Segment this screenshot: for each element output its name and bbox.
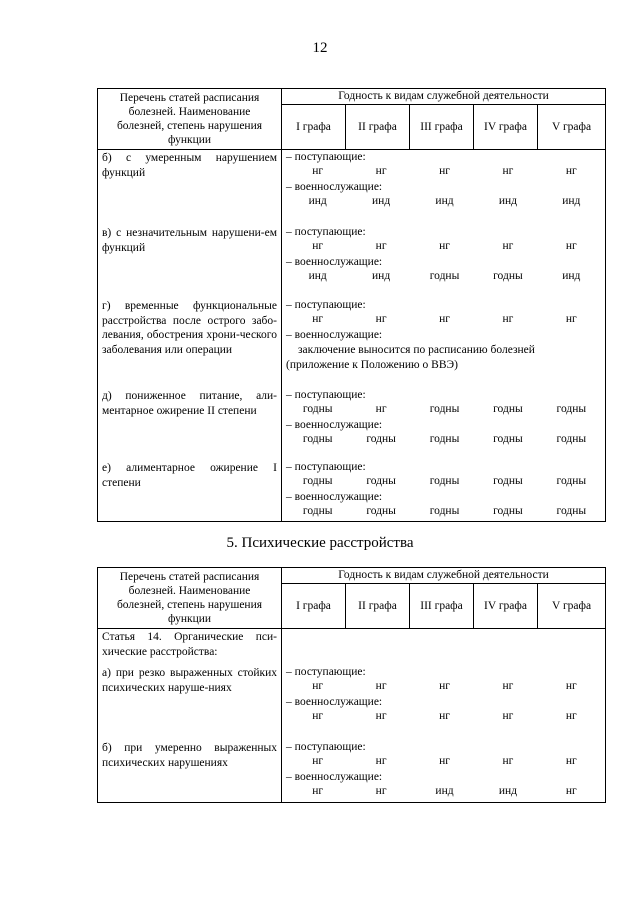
row-d-values (286, 388, 603, 460)
header-list-cell: Перечень статей расписания болезней. Наименование болезней, степень нарушения функции (98, 568, 282, 629)
value-cell: годны (302, 475, 333, 487)
value-cell: нг (565, 785, 577, 797)
page-number: 12 (312, 40, 328, 56)
value-cell: нг (375, 240, 387, 252)
value-cell: нг (312, 165, 324, 177)
value-cell: нг (312, 755, 324, 767)
value-cell: годны (556, 475, 587, 487)
value-cell: годны (556, 403, 587, 415)
applicants-values (286, 754, 603, 770)
row-a-label: а) при резко выраженных стойких психических наруше-ниях (102, 667, 277, 694)
value-cell: нг (439, 313, 450, 325)
header-graf-2: II графа (346, 105, 410, 150)
value-cell: нг (502, 165, 514, 177)
value-cell: годны (429, 270, 460, 282)
row-a-values (286, 665, 603, 740)
value-cell: нг (565, 680, 577, 692)
header-group-cell: Годность к видам служебной деятельности (282, 89, 606, 105)
applicants-values (286, 312, 603, 328)
row-b-values (286, 150, 603, 225)
servicemen-label: – военнослужащие: (286, 329, 383, 341)
value-cell: нг (375, 755, 387, 767)
value-cell: нг (439, 755, 450, 767)
value-cell: инд (562, 195, 581, 207)
value-cell: нг (502, 755, 514, 767)
section-title: 5. Психические расстройства (226, 535, 414, 551)
header-graf-2: II графа (346, 584, 410, 629)
servicemen-values (286, 784, 603, 800)
value-cell: годны (493, 270, 523, 282)
value-cell: годны (302, 505, 333, 517)
header-graf-3: III графа (410, 584, 474, 629)
value-cell: инд (308, 195, 327, 207)
value-cell: нг (439, 710, 450, 722)
row-e-label: е) алиментарное ожирение I степени (102, 462, 277, 489)
row-d-label: д) пониженное питание, али-ментарное ожирение II степени (102, 390, 277, 417)
header-group-cell: Годность к видам служебной деятельности (282, 568, 606, 584)
servicemen-values (286, 432, 603, 448)
value-cell: нг (565, 240, 577, 252)
body-left-column (98, 150, 282, 522)
value-cell: годны (493, 475, 523, 487)
applicants-label: – поступающие: (286, 151, 366, 163)
value-cell: инд (562, 270, 581, 282)
value-cell: годны (493, 505, 523, 517)
servicemen-label: – военнослужащие: (286, 256, 383, 268)
value-cell: нг (375, 680, 387, 692)
header-graf-4: IV графа (474, 584, 538, 629)
header-graf-5: V графа (538, 105, 606, 150)
row-b-label: б) при умеренно выраженных психических нарушениях (102, 742, 277, 769)
value-cell: нг (312, 240, 324, 252)
applicants-label: – поступающие: (286, 666, 366, 678)
value-cell: нг (439, 165, 450, 177)
value-cell: нг (312, 785, 324, 797)
value-cell: годны (366, 475, 396, 487)
value-cell: годны (302, 403, 333, 415)
value-cell: нг (502, 313, 514, 325)
value-cell: годны (366, 505, 396, 517)
value-cell: инд (308, 270, 327, 282)
header-list-cell: Перечень статей расписания болезней. Наименование болезней, степень нарушения функции (98, 89, 282, 150)
servicemen-label: – военнослужащие: (286, 181, 383, 193)
applicants-label: – поступающие: (286, 389, 366, 401)
value-cell: нг (375, 165, 387, 177)
value-cell: нг (312, 313, 324, 325)
value-cell: годны (302, 433, 333, 445)
value-cell: инд (435, 785, 454, 797)
value-cell: годны (556, 505, 587, 517)
header-graf-1: I графа (282, 105, 346, 150)
row-b-values (286, 740, 603, 801)
value-cell: инд (498, 785, 517, 797)
body-right-column (282, 629, 606, 803)
servicemen-values (286, 194, 603, 210)
applicants-label: – поступающие: (286, 741, 366, 753)
body-right-column (282, 150, 606, 522)
value-cell: нг (565, 755, 577, 767)
value-cell: инд (498, 195, 517, 207)
value-cell: нг (312, 710, 324, 722)
value-cell: годны (429, 505, 460, 517)
value-cell: нг (375, 313, 387, 325)
applicants-label: – поступающие: (286, 299, 366, 311)
value-cell: нг (502, 680, 514, 692)
value-cell: нг (375, 710, 387, 722)
value-cell: нг (565, 710, 577, 722)
applicants-values (286, 474, 603, 490)
value-cell: нг (439, 680, 450, 692)
servicemen-label: – военнослужащие: (286, 771, 383, 783)
article-label: Статья 14. Органические пси-хические расстройства: (102, 631, 277, 658)
header-graf-3: III графа (410, 105, 474, 150)
article-spacer (286, 629, 603, 665)
value-cell: инд (372, 270, 391, 282)
value-cell: годны (493, 433, 523, 445)
value-cell: годны (366, 433, 396, 445)
applicants-values (286, 164, 603, 180)
servicemen-label: – военнослужащие: (286, 419, 383, 431)
row-g-values (286, 298, 603, 388)
servicemen-values (286, 709, 603, 725)
fitness-table-2 (97, 567, 606, 803)
value-cell: годны (429, 433, 460, 445)
applicants-values (286, 239, 603, 255)
value-cell: годны (556, 433, 587, 445)
value-cell: нг (312, 680, 324, 692)
value-cell: нг (502, 710, 514, 722)
servicemen-values (286, 504, 603, 520)
body-left-column (98, 629, 282, 803)
row-v-values (286, 225, 603, 298)
conclusion-note: заключение выносится по расписанию болезней (298, 344, 535, 356)
value-cell: нг (502, 240, 514, 252)
header-graf-5: V графа (538, 584, 606, 629)
applicants-values (286, 402, 603, 418)
value-cell: инд (435, 195, 454, 207)
value-cell: нг (565, 313, 577, 325)
applicants-label: – поступающие: (286, 461, 366, 473)
row-e-values (286, 460, 603, 520)
applicants-label: – поступающие: (286, 226, 366, 238)
applicants-values (286, 679, 603, 695)
value-cell: нг (375, 403, 387, 415)
header-graf-4: IV графа (474, 105, 538, 150)
servicemen-label: – военнослужащие: (286, 491, 383, 503)
row-g-label: г) временные функциональные расстройства после острого забо-левания, обострения хрони-ческого заболевания или операции (102, 300, 277, 356)
row-v-label: в) с незначительным нарушени-ем функций (102, 227, 277, 254)
servicemen-values (286, 269, 603, 285)
value-cell: годны (429, 403, 460, 415)
header-graf-1: I графа (282, 584, 346, 629)
value-cell: инд (372, 195, 391, 207)
fitness-table-1 (97, 88, 606, 522)
value-cell: нг (565, 165, 577, 177)
servicemen-label: – военнослужащие: (286, 696, 383, 708)
value-cell: нг (439, 240, 450, 252)
value-cell: нг (375, 785, 387, 797)
value-cell: годны (429, 475, 460, 487)
value-cell: годны (493, 403, 523, 415)
conclusion-note-appendix: (приложение к Положению о ВВЭ) (286, 359, 458, 371)
row-b-label: б) с умеренным нарушением функций (102, 152, 277, 179)
